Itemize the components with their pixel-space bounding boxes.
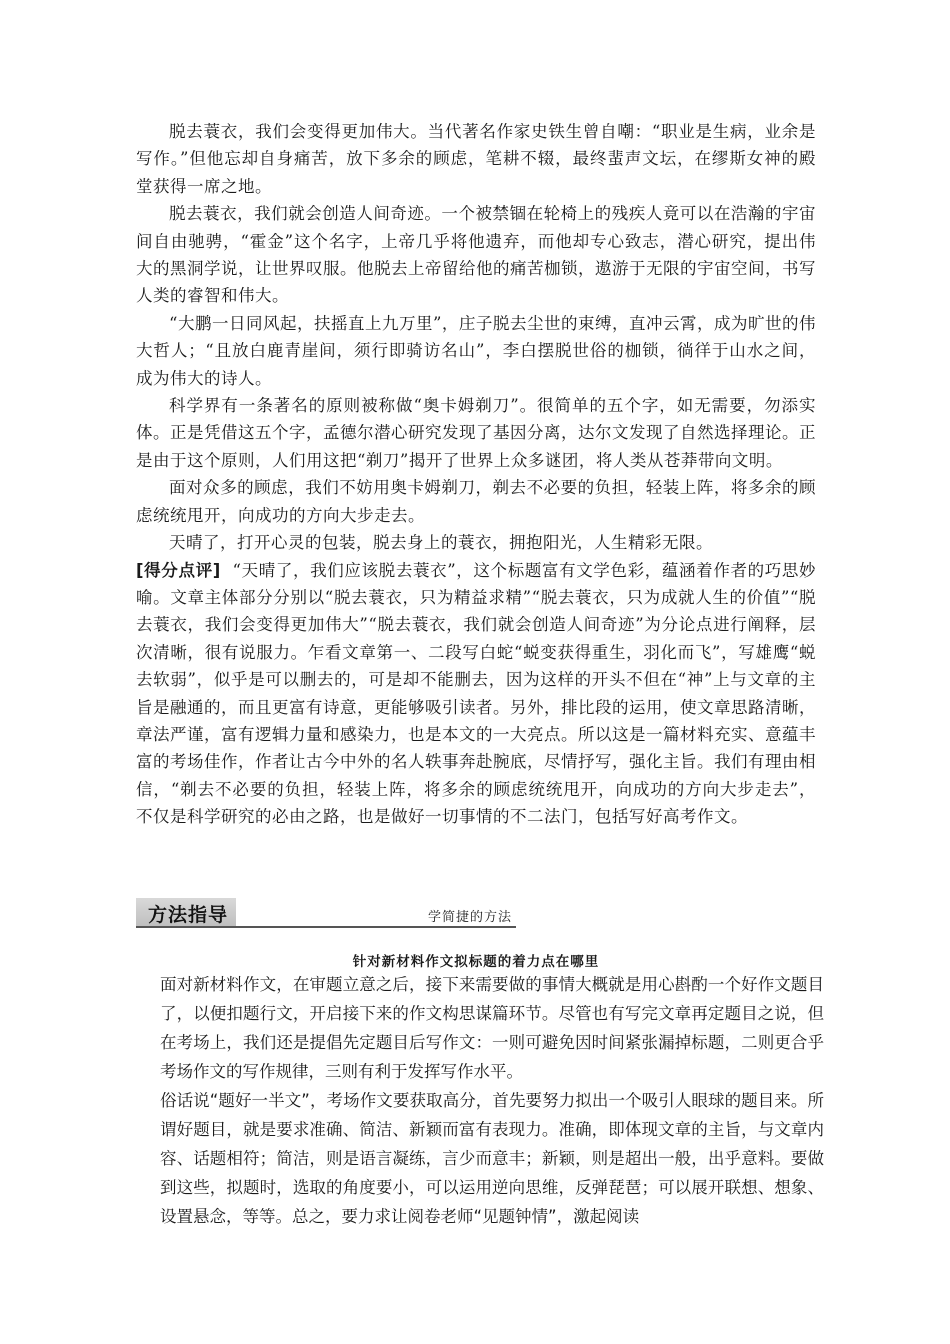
essay-paragraph: 科学界有一条著名的原则被称做“奥卡姆剃刀”。很简单的五个字，如无需要，勿添实体。正是凭借这五个字，孟德尔潜心研究发现了基因分离，达尔文发现了自然选择理论。正是由于这个原则，人们用这把“剃刀”揭开了世界上众多谜团，将人类从苍莽带向文明。 <box>136 396 816 470</box>
guide-title: 针对新材料作文拟标题的着力点在哪里 <box>352 954 600 970</box>
guide-paragraph: 俗话说“题好一半文”，考场作文要获取高分，首先要努力拟出一个吸引人眼球的题目来。所谓好题目，就是要求准确、简洁、新颖而富有表现力。准确，即体现文章的主旨，与文章内容、话题相符；简洁，则是语言凝练，言少而意丰；新颖，则是超出一般，出乎意料。要做到这些，拟题时，选取的角度要小，可以运用逆向思维，反弹琵琶；可以展开联想、想象、设置悬念，等等。总之，要力求让阅卷老师“见题钟情”，激起阅读 <box>160 1091 824 1226</box>
section-divider <box>136 926 516 928</box>
section-subtitle: 学简捷的方法 <box>428 910 513 925</box>
guide-body <box>160 970 824 1231</box>
essay-paragraph: 面对众多的顾虑，我们不妨用奥卡姆剃刀，剃去不必要的负担，轻装上阵，将多余的顾虑统统甩开，向成功的方向大步走去。 <box>136 478 816 525</box>
essay-paragraph: 脱去蓑衣，我们就会创造人间奇迹。一个被禁锢在轮椅上的残疾人竟可以在浩瀚的宇宙间自由驰骋，“霍金”这个名字，上帝几乎将他遗弃，而他却专心致志，潜心研究，提出伟大的黑洞学说，让世界叹服。他脱去上帝留给他的痛苦枷锁，遨游于无限的宇宙空间，书写人类的睿智和伟大。 <box>136 204 816 306</box>
method-guide-header <box>136 898 816 928</box>
score-comment-label: [得分点评] <box>136 560 221 580</box>
section-title: 方法指导 <box>148 904 229 926</box>
score-comment <box>136 557 816 831</box>
essay-paragraph: 脱去蓑衣，我们会变得更加伟大。当代著名作家史铁生曾自嘲：“职业是生病，业余是写作。”但他忘却自身痛苦，放下多余的顾虑，笔耕不辍，最终蜚声文坛，在缪斯女神的殿堂获得一席之地。 <box>136 122 816 196</box>
essay-section <box>136 118 816 831</box>
essay-paragraph: “大鹏一日同风起，扶摇直上九万里”，庄子脱去尘世的束缚，直冲云霄，成为旷世的伟大哲人；“且放白鹿青崖间，须行即骑访名山”，李白摆脱世俗的枷锁，徜徉于山水之间，成为伟大的诗人。 <box>136 313 816 388</box>
score-comment-text: “天晴了，我们应该脱去蓑衣”，这个标题富有文学色彩，蕴涵着作者的巧思妙喻。文章主体部分分别以“脱去蓑衣，只为精益求精”“脱去蓑衣，只为成就人生的价值”“脱去蓑衣，我们会变得更加伟大”“脱去蓑衣，我们就会创造人间奇迹”为分论点进行阐释，层次清晰，很有说服力。乍看文章第一、二段写白蛇“蜕变获得重生，羽化而飞”，写雄鹰“蜕去软弱”，似乎是可以删去的，可是却不能删去，因为这样的开头不但在“神”上与文章的主旨是融通的，而且更富有诗意，更能够吸引读者。另外，排比段的运用，使文章思路清晰，章法严谨，富有逻辑力量和感染力，也是本文的一大亮点。所以这是一篇材料充实、意蕴丰富的考场佳作，作者让古今中外的名人轶事奔赴腕底，尽情抒写，强化主旨。我们有理由相信，“剃去不必要的负担，轻装上阵，将多余的顾虑统统甩开，向成功的方向大步走去”，不仅是科学研究的必由之路，也是做好一切事情的不二法门，包括写好高考作文。 <box>136 560 816 827</box>
guide-paragraph: 面对新材料作文，在审题立意之后，接下来需要做的事情大概就是用心斟酌一个好作文题目了，以便扣题行文，开启接下来的作文构思谋篇环节。尽管也有写完文章再定题目之说，但在考场上，我们还是提倡先定题目后写作文：一则可避免因时间紧张漏掉标题，二则更合乎考场作文的写作规律，三则有利于发挥写作水平。 <box>160 975 824 1081</box>
essay-paragraph: 天晴了，打开心灵的包装，脱去身上的蓑衣，拥抱阳光，人生精彩无限。 <box>169 533 713 553</box>
